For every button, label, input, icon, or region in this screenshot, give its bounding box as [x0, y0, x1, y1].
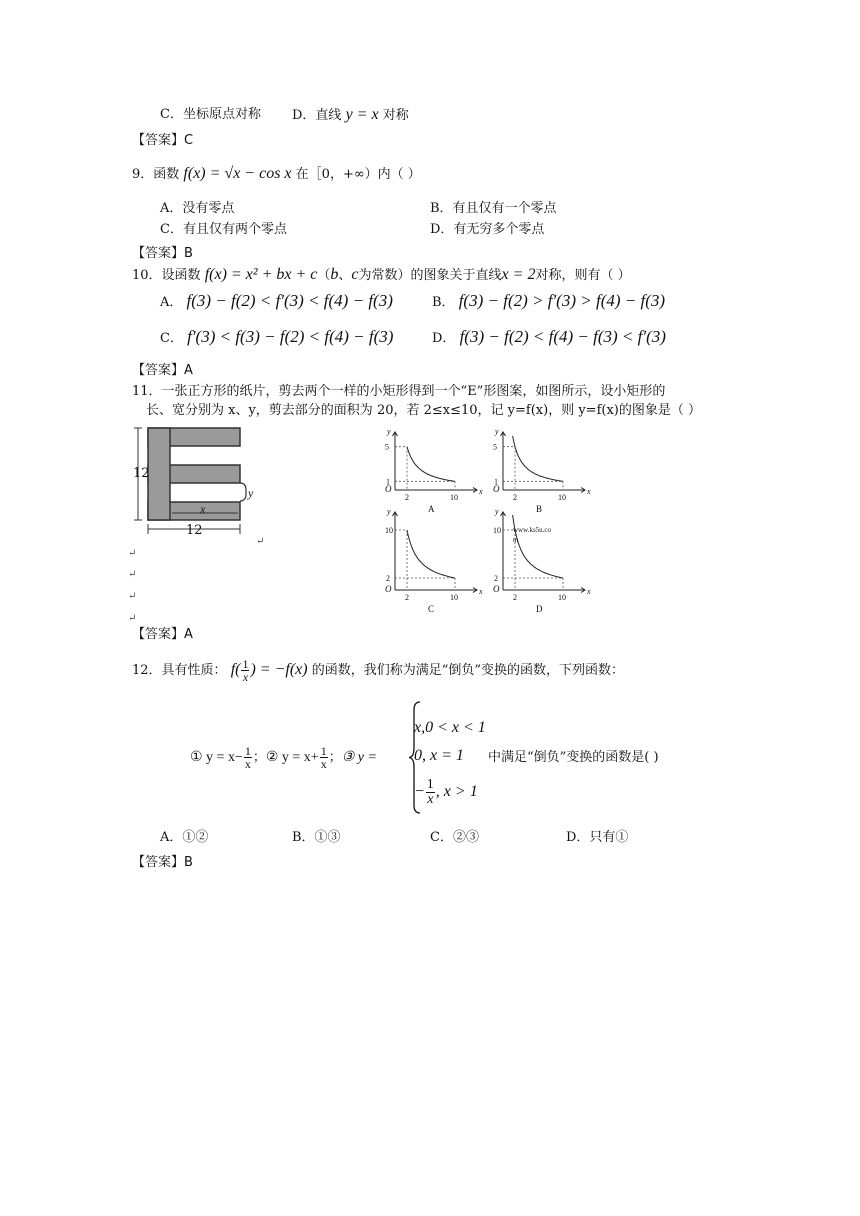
q12-stem: 12．具有性质： f( $\frac{1}{x}$ ) = −f(x) 的函数，我们称为满足“倒负”变换的函数，下列函数： [132, 657, 625, 684]
q10-option-b: B． f(3) − f(2) > f′(3) > f(4) − f(3) [432, 291, 666, 310]
x-axis-label: x [587, 487, 591, 496]
q9-option-a: A．没有零点 [160, 201, 235, 216]
e-figure-bottom-label: 12 [186, 523, 203, 538]
q10-option-a: A． f(3) − f(2) < f′(3) < f(4) − f(3) [160, 291, 393, 310]
q12-option-b: B．①③ [292, 830, 341, 845]
q12-question: 中满足“倒负”变换的函数是( ) [488, 750, 659, 765]
paragraph-mark: ↵ [256, 536, 265, 547]
y-axis-label: y [387, 507, 391, 516]
x-tick-label: 2 [405, 493, 409, 502]
y-tick-label: 10 [493, 526, 501, 535]
paragraph-mark: ↵ [128, 591, 137, 602]
q12-option-c: C．②③ [430, 830, 479, 845]
graph-curve [513, 436, 563, 482]
y-tick-label: 2 [386, 574, 390, 583]
x-axis-label: x [479, 487, 483, 496]
piecewise-case-1: x,0 < x < 1 [414, 719, 486, 736]
graph-curve [513, 515, 563, 578]
answer-graphs [373, 424, 597, 614]
graph-label-B: B [536, 504, 543, 514]
x-axis-label: x [479, 587, 483, 596]
q9-stem: 9．函数 f(x) = √x − cos x 在［0，+∞）内（ ） [132, 165, 421, 182]
paragraph-mark: ↵ [128, 569, 137, 580]
e-figure-x-label: x [200, 502, 206, 516]
y-tick-label: 1 [386, 477, 390, 487]
graph-curve [407, 447, 455, 482]
e-figure-y-label: y [248, 486, 254, 500]
q10-stem: 10．设函数 f(x) = x² + bx + c（b、c为常数）的图象关于直线x = 2对称，则有（ ） [132, 266, 631, 283]
watermark-text: m [513, 536, 519, 544]
graph-curve [407, 530, 455, 578]
watermark-text: www.ks5u.co [513, 526, 552, 534]
q8-option-c: C．坐标原点对称 [160, 107, 261, 122]
y-tick-label: 1 [494, 477, 498, 487]
paragraph-mark: ↵ [128, 548, 137, 559]
y-axis-label: y [387, 427, 391, 436]
x-tick-label: 2 [513, 593, 517, 602]
origin-label: O [385, 484, 392, 494]
y-tick-label: 5 [493, 442, 497, 452]
q9-answer: 【答案】B [132, 246, 193, 261]
q10-option-d: D． f(3) − f(2) < f(4) − f(3) < f′(3) [432, 327, 666, 346]
q10-option-c: C． f′(3) < f(3) − f(2) < f(4) − f(3) [160, 327, 394, 346]
x-tick-label: 10 [450, 493, 458, 502]
q8-option-d: D．直线 y = x 对称 [292, 106, 409, 123]
answer-graphs-panel [373, 424, 597, 614]
q8-answer: 【答案】C [132, 133, 194, 148]
x-tick-label: 2 [405, 593, 409, 602]
x-axis-label: x [587, 587, 591, 596]
graph-label-C: C [428, 604, 435, 614]
q10-answer: 【答案】A [132, 363, 193, 378]
y-tick-label: 5 [385, 442, 389, 452]
y-axis-label: y [495, 507, 499, 516]
graph-label-D: D [536, 604, 543, 614]
y-axis-label: y [495, 427, 499, 436]
q11-stem-line2: 长、宽分别为 x、y，剪去部分的面积为 20，若 2≤x≤10，记 y=f(x)，则 y=f(x)的图象是（ ） [146, 403, 701, 418]
q11-stem-line1: 11．一张正方形的纸片，剪去两个一样的小矩形得到一个“E”形图案，如图所示，设小矩形的 [132, 384, 666, 399]
origin-label: O [493, 584, 500, 594]
graph-label-A: A [428, 504, 435, 514]
piecewise-case-3: − $\frac{1}{x}$ , x > 1 [414, 777, 478, 807]
origin-label: O [493, 484, 500, 494]
y-tick-label: 2 [494, 574, 498, 583]
q9-option-b: B．有且仅有一个零点 [430, 201, 557, 216]
q9-option-d: D．有无穷多个零点 [430, 222, 545, 237]
x-tick-label: 10 [558, 493, 566, 502]
paragraph-mark: ↵ [128, 613, 137, 624]
piecewise-case-2: 0, x = 1 [414, 747, 464, 764]
q12-option-a: A．①② [160, 830, 209, 845]
q11-answer: 【答案】A [132, 627, 193, 642]
origin-label: O [385, 584, 392, 594]
x-tick-label: 10 [450, 593, 458, 602]
q12-option-d: D．只有① [566, 830, 629, 845]
y-tick-label: 10 [385, 526, 393, 535]
q12-functions: ① y = x− $\frac{1}{x}$ ；② y = x+ $\frac{1}{x}$ ；③ y = [190, 744, 377, 772]
q12-answer: 【答案】B [132, 855, 193, 870]
x-tick-label: 2 [513, 493, 517, 502]
x-tick-label: 10 [558, 593, 566, 602]
q9-option-c: C．有且仅有两个零点 [160, 222, 287, 237]
e-figure-side-label: 12 [133, 466, 150, 481]
